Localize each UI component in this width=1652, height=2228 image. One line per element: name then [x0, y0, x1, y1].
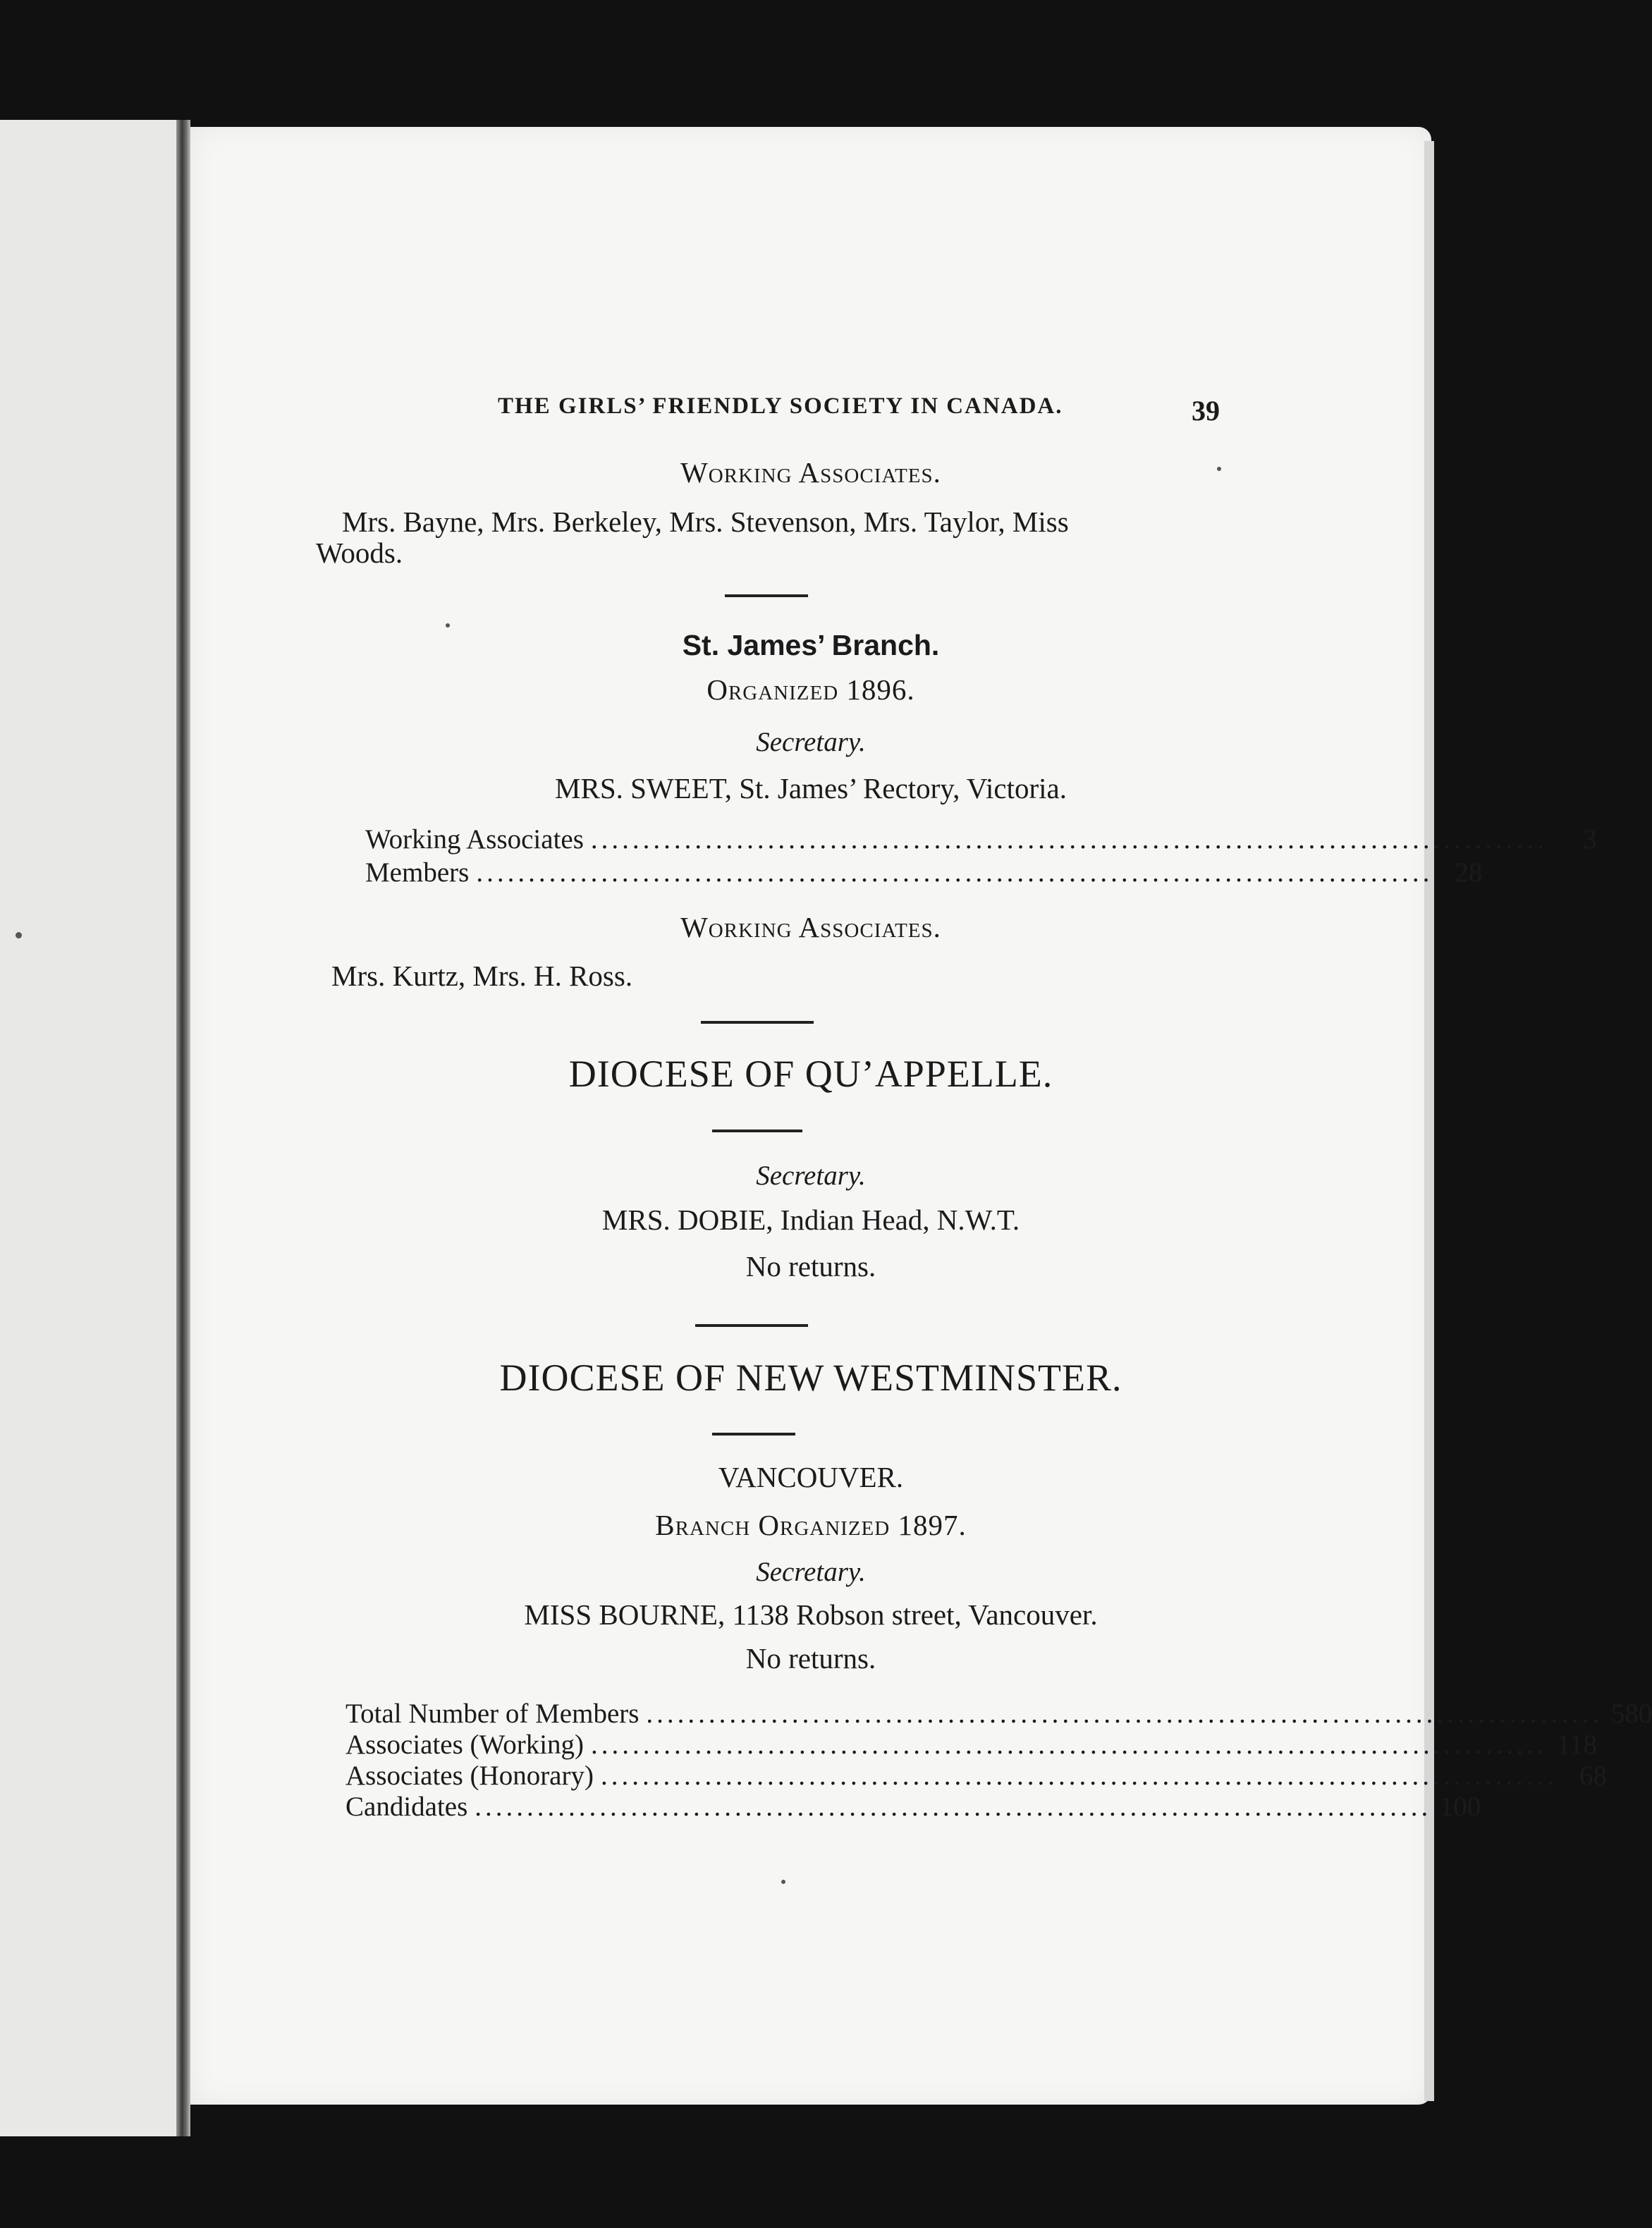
dot-leader: ............................................................................................: [600, 1761, 1558, 1791]
secretary-name: MISS BOURNE, 1138 Robson street, Vancouver.: [524, 1598, 1098, 1631]
branch-title: St. James’ Branch.: [682, 629, 940, 661]
section-heading: Working Associates.: [680, 911, 941, 943]
totals-value: 580: [1610, 1698, 1652, 1729]
book-gutter: [176, 120, 190, 2136]
dot-leader: ............................................................................................: [646, 1698, 1603, 1729]
organized-line: Organized 1896.: [706, 673, 915, 706]
section-rule: [712, 1433, 795, 1436]
totals-value: 118: [1556, 1730, 1598, 1760]
paper-speck: [781, 1880, 785, 1884]
section-rule: [695, 1324, 808, 1327]
left-page-edge: [0, 120, 185, 2136]
stats-label: Working Associates: [365, 824, 584, 855]
secretary-label: Secretary.: [756, 1161, 866, 1191]
totals-label: Total Number of Members: [345, 1698, 640, 1729]
associates-names-line: Mrs. Bayne, Mrs. Berkeley, Mrs. Stevenson, Mrs. Taylor, Miss: [342, 506, 1069, 538]
section-rule: [712, 1130, 802, 1132]
secretary-name: MRS. SWEET, St. James’ Rectory, Victoria.: [555, 772, 1067, 804]
totals-row: [345, 1698, 1652, 1730]
section-rule: [725, 594, 808, 597]
stats-row: [365, 857, 1483, 888]
associates-names-line: Mrs. Kurtz, Mrs. H. Ross.: [331, 960, 633, 992]
section-rule: [701, 1021, 814, 1024]
totals-row: [345, 1791, 1481, 1823]
dot-leader: ............................................................................................: [590, 824, 1548, 855]
diocese-title: DIOCESE OF QU’APPELLE.: [568, 1053, 1053, 1095]
totals-value: 68: [1579, 1761, 1607, 1791]
organized-line: Branch Organized 1897.: [655, 1509, 967, 1541]
associates-names-line: Woods.: [316, 537, 403, 569]
secretary-label: Secretary.: [756, 727, 866, 757]
returns-note: No returns.: [745, 1642, 876, 1675]
stats-label: Members: [365, 857, 470, 888]
totals-value: 100: [1439, 1792, 1481, 1822]
totals-label: Associates (Honorary): [345, 1761, 594, 1791]
stats-value: 28: [1455, 857, 1483, 888]
paper-speck: [446, 623, 450, 628]
dot-leader: ............................................................................................: [475, 1792, 1432, 1822]
stats-row: [365, 824, 1597, 855]
place-heading: VANCOUVER.: [718, 1461, 904, 1493]
totals-label: Associates (Working): [345, 1730, 585, 1760]
secretary-name: MRS. DOBIE, Indian Head, N.W.T.: [601, 1204, 1020, 1236]
secretary-label: Secretary.: [756, 1557, 866, 1587]
page-number: 39: [1192, 395, 1220, 427]
paper-speck: [16, 932, 22, 938]
totals-row: [345, 1729, 1598, 1761]
diocese-title: DIOCESE OF NEW WESTMINSTER.: [499, 1357, 1122, 1399]
dot-leader: ............................................................................................: [476, 857, 1433, 888]
dot-leader: ............................................................................................: [591, 1730, 1548, 1760]
totals-label: Candidates: [345, 1792, 468, 1822]
stats-value: 3: [1583, 824, 1597, 855]
totals-row: [345, 1760, 1607, 1792]
returns-note: No returns.: [745, 1250, 876, 1283]
section-heading: Working Associates.: [680, 456, 941, 489]
running-head: THE GIRLS’ FRIENDLY SOCIETY IN CANADA.: [498, 393, 1063, 419]
